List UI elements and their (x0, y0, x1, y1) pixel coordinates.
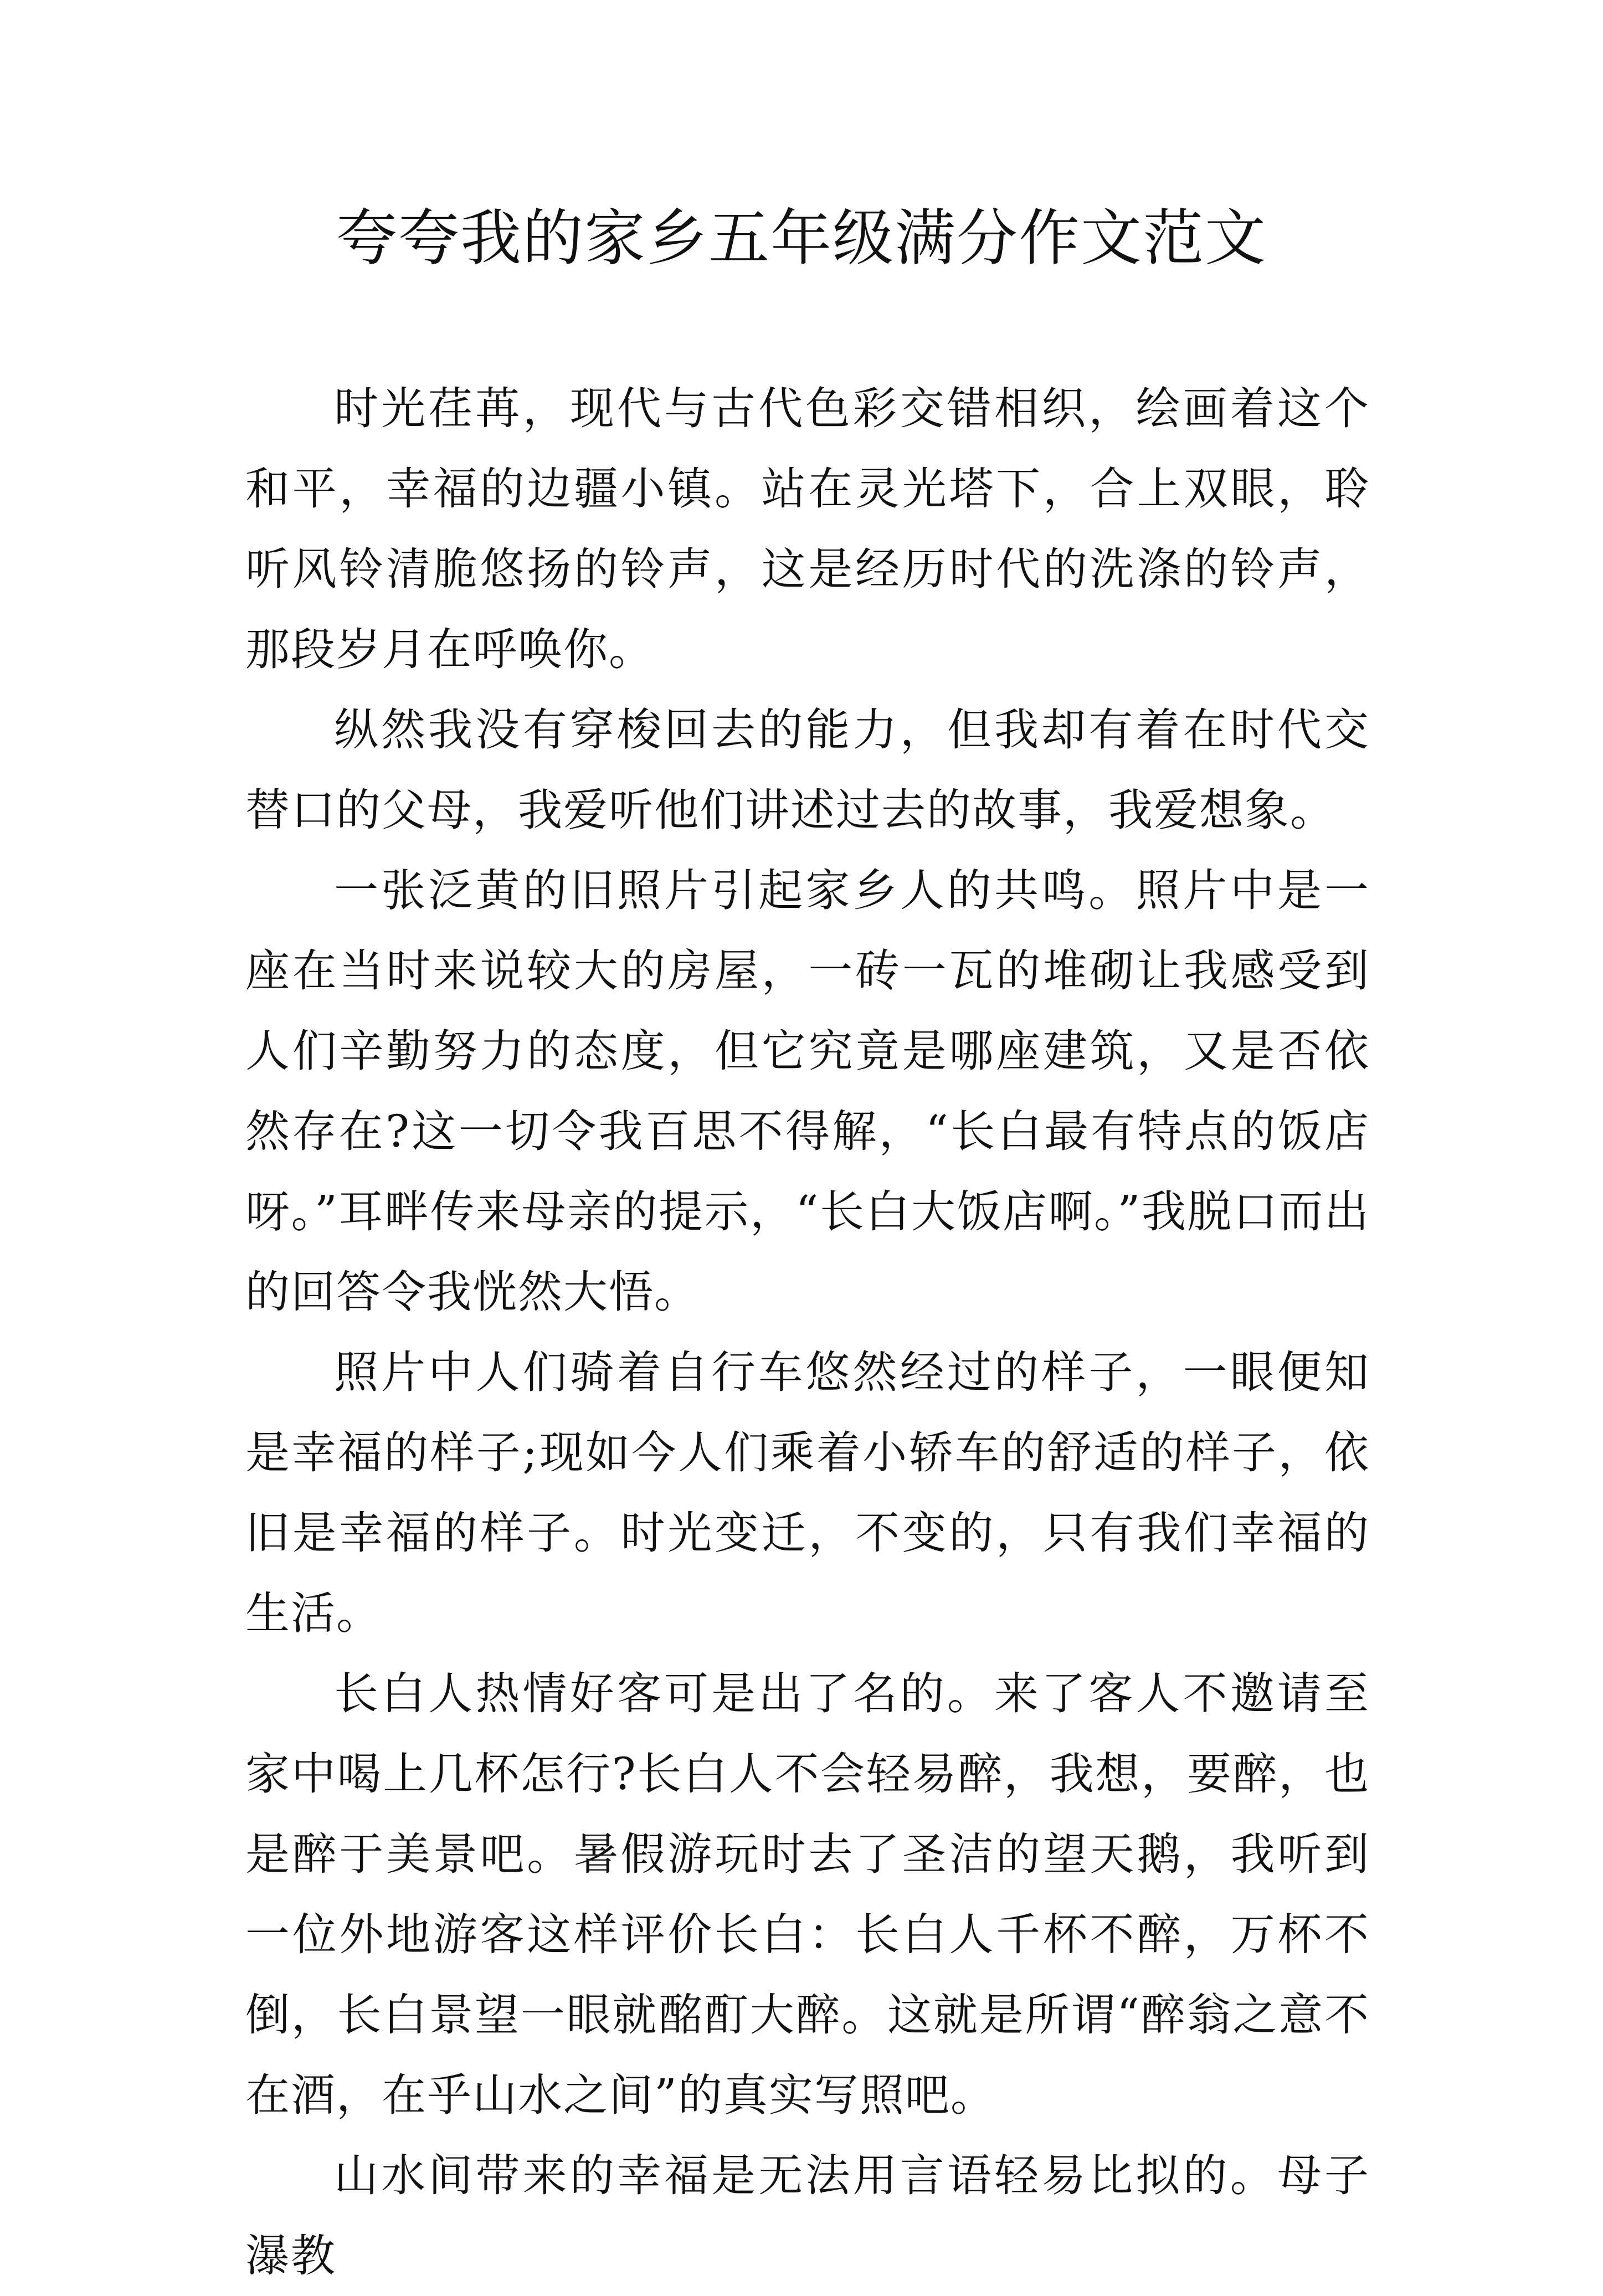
page-title: 夸夸我的家乡五年级满分作文范文 (336, 203, 1267, 274)
paragraph-5: 长白人热情好客可是出了名的。来了客人不邀请至家中喝上几杯怎行?长白人不会轻易醉，我想，要醉，也是醉于美景吧。暑假游玩时去了圣洁的望天鹅，我听到一位外地游客这样评价长白：长白人千杯不醉，万杯不倒，长白景望一眼就酩酊大醉。这就是所谓“醉翁之意不在酒，在乎山水之间”的真实写照吧。 (245, 1668, 1370, 2121)
paragraph-2: 纵然我没有穿梭回去的能力，但我却有着在时代交替口的父母，我爱听他们讲述过去的故事，我爱想象。 (245, 704, 1370, 836)
paragraph-4: 照片中人们骑着自行车悠然经过的样子，一眼便知是幸福的样子;现如今人们乘着小轿车的舒适的样子，依旧是幸福的样子。时光变迁，不变的，只有我们幸福的生活。 (245, 1347, 1370, 1639)
paragraph-3: 一张泛黄的旧照片引起家乡人的共鸣。照片中是一座在当时来说较大的房屋，一砖一瓦的堆砌让我感受到人们辛勤努力的态度，但它究竟是哪座建筑，又是否依然存在?这一切令我百思不得解，“长白最有特点的饭店呀。”耳畔传来母亲的提示，“长白大饭店啊。”我脱口而出的回答令我恍然大悟。 (245, 865, 1370, 1318)
essay-body (245, 368, 1370, 2296)
paragraph-1: 时光荏苒，现代与古代色彩交错相织，绘画着这个和平，幸福的边疆小镇。站在灵光塔下，合上双眼，聆听风铃清脆悠扬的铃声，这是经历时代的洗涤的铃声，那段岁月在呼唤你。 (245, 383, 1370, 675)
paragraph-6: 山水间带来的幸福是无法用言语轻易比拟的。母子瀑教 (245, 2150, 1370, 2282)
